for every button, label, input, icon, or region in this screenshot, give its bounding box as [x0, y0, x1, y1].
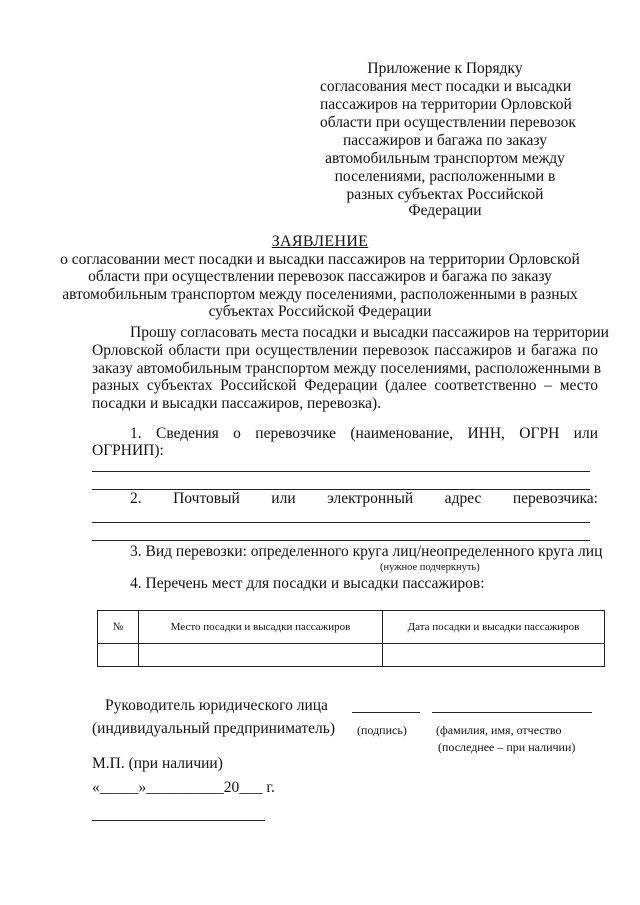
appendix-line: пассажиров и багажа по заказу [343, 132, 547, 149]
table-header-date: Дата посадки и высадки пассажиров [383, 611, 605, 644]
item-places-list: 4. Перечень мест для посадки и высадки пассажиров: [130, 575, 485, 592]
document-title [0, 233, 640, 251]
footer-rule [92, 820, 265, 821]
appendix-line: согласования мест посадки и высадки [320, 78, 572, 95]
table-row [98, 644, 605, 667]
item-carrier-address: 2. Почтовый или электронный адрес перевозчика: [130, 490, 598, 507]
item-carrier-info-cont: ОГРНИП): [92, 442, 164, 459]
appendix-line: пассажиров на территории Орловской [320, 96, 572, 113]
request-line: разных субъектах Российской Федерации (далее соответственно – место [92, 377, 598, 394]
stamp-label: М.П. (при наличии) [92, 755, 223, 772]
request-line: посадки и высадки пассажиров, перевозка). [92, 395, 382, 412]
subtitle-line: субъектах Российской Федерации [208, 303, 432, 320]
date-line[interactable]: «_____»__________20___ г. [92, 779, 275, 796]
table-header-number: № [98, 611, 139, 644]
appendix-line: автомобильным транспортом между [325, 150, 565, 167]
name-caption-2: (последнее – при наличии) [438, 740, 576, 754]
table-cell[interactable] [383, 644, 605, 667]
table-cell[interactable] [139, 644, 383, 667]
request-line: Орловской области при осуществлении перевозок пассажиров и багажа по [92, 342, 598, 359]
appendix-line: Федерации [408, 202, 482, 219]
request-line: Прошу согласовать места посадки и высадки пассажиров на территории [130, 324, 609, 341]
places-table [97, 610, 605, 667]
name-line[interactable] [432, 712, 592, 713]
item-transport-type: 3. Вид перевозки: определенного круга лиц/неопределенного круга лиц [130, 543, 603, 560]
appendix-line: поселениями, расположенными в [334, 168, 556, 185]
fill-line-address[interactable] [92, 540, 590, 541]
signature-caption: (подпись) [357, 723, 407, 737]
signature-line[interactable] [352, 712, 420, 713]
item-carrier-info: 1. Сведения о перевозчике (наименование, ИНН, ОГРН или [130, 425, 598, 442]
document-title-text: ЗАЯВЛЕНИЕ [271, 233, 369, 250]
request-line: заказу автомобильным транспортом между поселениями, расположенными в [92, 360, 602, 377]
underline-note: (нужное подчеркнуть) [380, 562, 480, 573]
fill-line-carrier[interactable] [92, 471, 590, 472]
subtitle-line: автомобильным транспортом между поселениями, расположенными в разных [62, 286, 578, 303]
head-label: Руководитель юридического лица [105, 697, 328, 714]
appendix-line: разных субъектах Российской [346, 186, 544, 203]
fill-line-address[interactable] [92, 522, 590, 523]
subtitle-line: области при осуществлении перевозок пассажиров и багажа по заказу [88, 268, 552, 285]
subtitle-line: о согласовании мест посадки и высадки пассажиров на территории Орловской [60, 251, 580, 268]
head-label-2: (индивидуальный предприниматель) [92, 720, 336, 737]
name-caption: (фамилия, имя, отчество [436, 723, 562, 737]
table-header-row [98, 611, 605, 644]
appendix-line: области при осуществлении перевозок [320, 114, 576, 131]
table-header-place: Место посадки и высадки пассажиров [139, 611, 383, 644]
appendix-line: Приложение к Порядку [367, 60, 523, 77]
table-cell[interactable] [98, 644, 139, 667]
